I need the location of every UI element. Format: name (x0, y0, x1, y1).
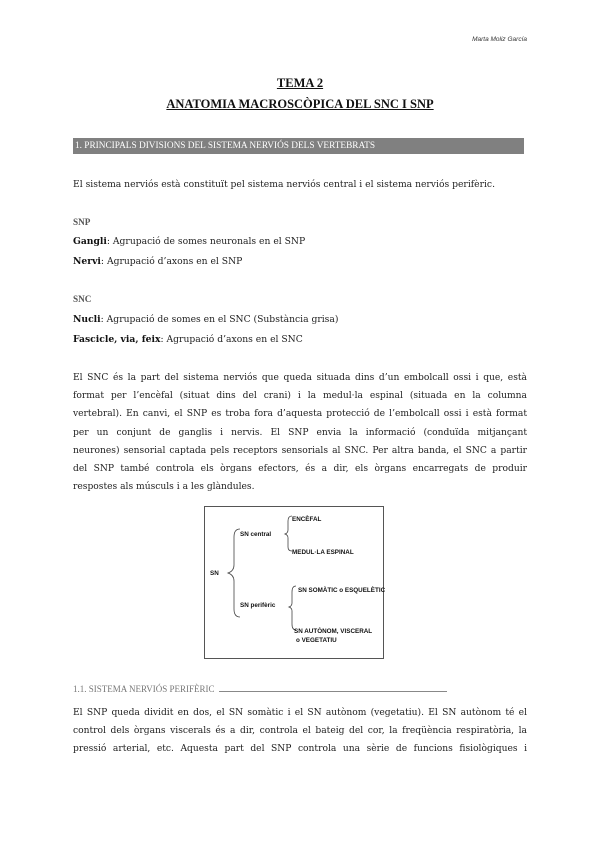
root-bracket (228, 529, 240, 617)
definition-term: Nervi (73, 256, 101, 267)
definition-term: Fascicle, via, feix (73, 334, 161, 345)
text-line: pressió arterial, etc. Aquesta part del SNP controla una sèrie de funcions fisiològiques i (73, 744, 527, 755)
text-line: control dels òrgans viscerals és a dir, controla el bateig del cor, la freqüència respiratòria, la (73, 726, 527, 737)
text-line: respostes als músculs i a les glàndules. (73, 482, 255, 493)
author-name: Marta Moliz García (472, 36, 527, 43)
definition-line (73, 310, 338, 329)
definition-line (73, 330, 303, 349)
definition-text: : Agrupació d’axons en el SNC (160, 334, 303, 345)
snc-heading: SNC (73, 294, 92, 304)
intro-text: El sistema nerviós està constituït pel sistema nerviós central i el sistema nerviós perifèric. (73, 179, 495, 190)
node-somatic: SN SOMÀTIC o ESQUELÈTIC (298, 587, 386, 594)
definition-text: : Agrupació de somes neuronals en el SNP (106, 236, 306, 247)
heading-rule (219, 685, 447, 692)
node-sn-central: SN central (240, 531, 272, 538)
definition-text: : Agrupació de somes en el SNC (Substància grisa) (100, 314, 339, 325)
definition-line (73, 252, 242, 271)
diagram-brackets (205, 507, 386, 658)
node-medulla: MEDUL·LA ESPINAL (292, 549, 354, 556)
text-line: neurones) sensorial captada pels receptors sensorials al SNC. Per altra banda, el SNC a partir (73, 445, 527, 456)
paragraph-snc-snp (73, 369, 527, 496)
node-encefal: ENCÈFAL (292, 516, 322, 523)
node-autonom: SN AUTÒNOM, VISCERAL (294, 628, 373, 635)
definition-term: Nucli (73, 314, 101, 325)
definition-text: : Agrupació d’axons en el SNP (100, 256, 243, 267)
subsection-title: 1.1. SISTEMA NERVIÓS PERIFÈRIC (73, 684, 215, 694)
snp-heading: SNP (73, 217, 91, 227)
subsection-heading (73, 684, 447, 694)
section-heading: 1. PRINCIPALS DIVISIONS DEL SISTEMA NERVIÓS DELS VERTEBRATS (73, 138, 524, 154)
page-subtitle: ANATOMIA MACROSCÒPICA DEL SNC I SNP (166, 97, 434, 111)
text-line: El SNC és la part del sistema nerviós que queda situada dins d’un embolcall ossi i que, està (73, 373, 527, 383)
nervous-system-diagram (204, 506, 384, 659)
node-sn-periferic: SN perifèric (240, 602, 276, 609)
definition-term: Gangli (73, 236, 107, 247)
text-line: vertebral). En canvi, el SNP es troba fora d’aquesta protecció de l’embolcall ossi i està format (73, 409, 527, 420)
page-title: TEMA 2 (276, 76, 324, 90)
node-autonom-2: o VEGETATIU (296, 637, 337, 644)
text-line: format per l’encèfal (situat dins del crani) i la medul·la espinal (situada en la columna (73, 391, 527, 402)
text-line: del SNP també controla els òrgans efectors, és a dir, els òrgans encarregats de produir (73, 463, 527, 474)
paragraph-snp (73, 704, 527, 759)
text-line: El SNP queda dividit en dos, el SN somàtic i el SN autònom (vegetatiu). El SN autònom té el (73, 708, 527, 718)
periferic-bracket (289, 586, 296, 630)
node-sn: SN (210, 570, 219, 577)
definition-line (73, 232, 305, 251)
central-bracket (285, 516, 292, 551)
text-line: per un conjunt de ganglis i nervis. El SNP envia la informació (conduïda mitjançant (73, 427, 527, 438)
